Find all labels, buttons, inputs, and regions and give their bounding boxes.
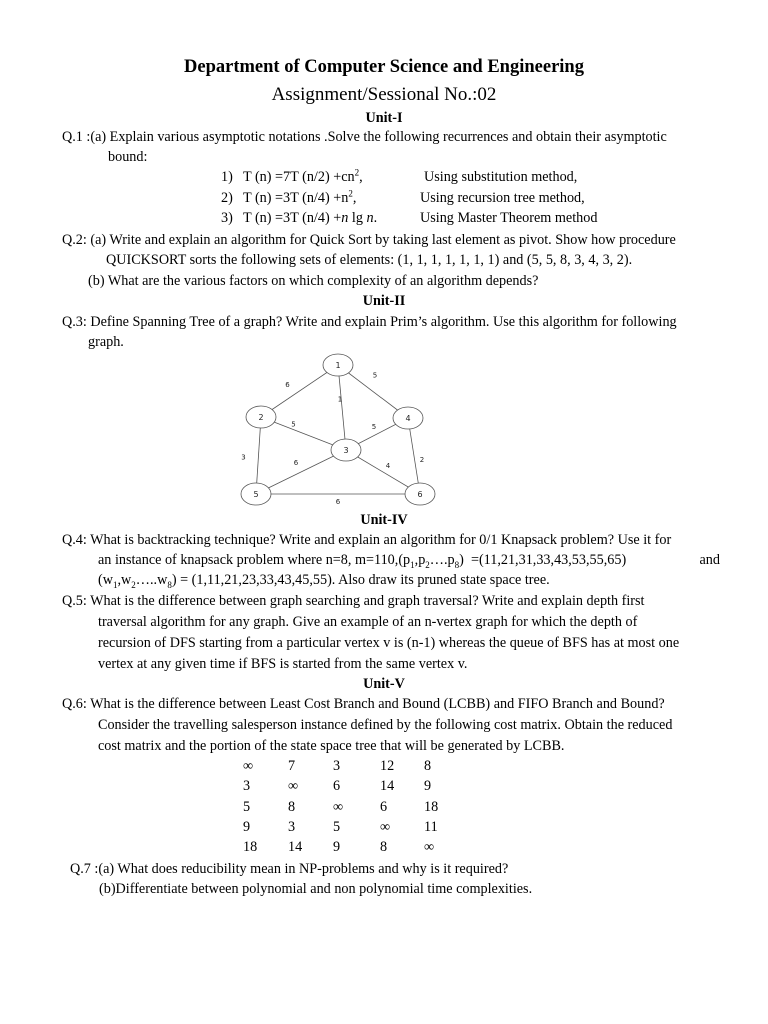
- graph-edge-weight-3-5: 6: [293, 459, 299, 467]
- assignment-title: Assignment/Sessional No.:02: [271, 84, 497, 105]
- matrix-cell-1-5: 8: [424, 758, 432, 774]
- matrix-cell-4-1: 9: [243, 818, 251, 835]
- graph-edge-weight-5-6: 6: [335, 498, 341, 506]
- matrix-cell-4-4: ∞: [380, 818, 391, 835]
- matrix-cell-2-3: 6: [333, 778, 341, 795]
- q4-line1: Q.4: What is backtracking technique? Write and explain an algorithm for 0/1 Knapsack problem? Use it for: [62, 532, 672, 548]
- matrix-cell-3-2: 8: [288, 798, 296, 815]
- graph-nodes: [241, 354, 435, 505]
- graph-edge-2-5: [256, 417, 261, 494]
- q1-line1: Q.1 :(a) Explain various asymptotic notations .Solve the following recurrences and obtain their asymptotic: [62, 129, 667, 145]
- q4-line2-and: and: [699, 552, 720, 568]
- q1-item-1-recurrence: T (n) =7T $(n/2) +cn^2$,: [243, 167, 363, 185]
- q4-line3-text: = (1,11,21,23,33,43,45,55). Also draw its pruned state space tree.: [180, 572, 550, 588]
- q1-item-3-num: 3): [221, 210, 233, 226]
- matrix-cell-2-5: 9: [424, 778, 432, 795]
- q4-line2-part-b: =(11,21,31,33,43,53,55,65): [470, 552, 627, 568]
- matrix-cell-5-2: 14: [288, 839, 303, 856]
- q1-item-1-method: Using substitution method,: [424, 169, 578, 185]
- matrix-cell-1-2: 7: [288, 758, 296, 774]
- graph-edge-weight-1-3: 1: [337, 395, 343, 404]
- q1-item-2-method: Using recursion tree method,: [420, 190, 585, 206]
- q5-line1: Q.5: What is the difference between graph searching and graph traversal? Write and explain depth first: [62, 593, 645, 609]
- q5-line4: vertex at any given time if BFS is started from the same vertex v.: [98, 656, 468, 672]
- q1-item-2-recurrence: T (n) =3T $(n/4) +n^2$,: [243, 188, 357, 206]
- graph-node-label-1: 1: [335, 361, 341, 370]
- q1-item-3-method: Using Master Theorem method: [420, 210, 598, 226]
- unit-heading-2: Unit-II: [362, 293, 406, 309]
- graph-edge-1-3: [338, 365, 346, 450]
- q1-line2: bound:: [108, 149, 148, 165]
- matrix-cell-3-5: 18: [424, 798, 439, 815]
- q7-line2: (b)Differentiate between polynomial and non polynomial time complexities.: [99, 881, 533, 897]
- unit-heading-1: Unit-I: [365, 110, 403, 126]
- graph-node-label-3: 3: [343, 446, 349, 455]
- matrix-cell-4-2: 3: [288, 818, 296, 835]
- graph-edge-weights: [241, 372, 424, 507]
- matrix-cell-2-2: ∞: [288, 778, 299, 795]
- matrix-cell-5-3: 9: [333, 839, 341, 856]
- department-title: Department of Computer Science and Engineering: [184, 57, 584, 77]
- graph-edge-weight-4-3: 5: [371, 423, 377, 431]
- graph-edge-4-6: [408, 418, 420, 494]
- q6-line1: Q.6: What is the difference between Least Cost Branch and Bound (LCBB) and FIFO Branch and Bound?: [62, 696, 665, 712]
- q4-line2: an instance of knapsack problem where n=8, $m=110,(p_1,p_2\dots.p_8) =(11,21,31,33,43,53,55,65)$ and: [98, 552, 720, 570]
- graph-node-label-4: 4: [405, 414, 411, 423]
- graph-node-label-5: 5: [253, 490, 259, 499]
- q1-item-3-recurrence: T (n) =3T (n/4) +n lg n.: [243, 210, 378, 226]
- graph-node-label-6: 6: [417, 490, 423, 499]
- graph-edges: [256, 365, 420, 494]
- graph-edge-3-5: [256, 450, 346, 494]
- q4-line3: $(w_1,w_2\dots..w_8) = (1,11,21,23,33,43,45,55)$. Also draw its pruned state space tree.: [98, 572, 550, 590]
- unit-heading-4: Unit-IV: [360, 512, 408, 528]
- matrix-cell-3-1: 5: [243, 798, 251, 815]
- matrix-cell-4-5: 11: [424, 818, 438, 835]
- matrix-cell-5-1: 18: [243, 839, 258, 856]
- q3-line1: Q.3: Define Spanning Tree of a graph? Write and explain Prim’s algorithm. Use this algorithm for following: [62, 314, 677, 330]
- graph-edge-weight-1-2: 6: [285, 381, 290, 389]
- matrix-cell-3-3: ∞: [333, 798, 344, 815]
- graph-figure: [238, 350, 448, 512]
- q6-line3: cost matrix and the portion of the state space tree that will be generated by LCBB.: [98, 738, 565, 754]
- q1-item-2-num: 2): [221, 190, 233, 206]
- q6-line2: Consider the travelling salesperson instance defined by the following cost matrix. Obtain the reduced: [98, 717, 673, 733]
- q1-item-1-num: 1): [221, 169, 233, 185]
- graph-edge-weight-2-5: 3: [241, 453, 246, 462]
- unit-heading-5: Unit-V: [363, 676, 405, 692]
- q2-line1: Q.2: (a) Write and explain an algorithm for Quick Sort by taking last element as pivot. Show how procedure: [62, 232, 676, 248]
- graph-edge-weight-2-3: 5: [291, 420, 296, 429]
- q5-line3: recursion of DFS starting from a particular vertex v is (n-1) whereas the queue of BFS has at most one: [98, 635, 680, 651]
- matrix-cell-2-4: 14: [380, 778, 395, 795]
- matrix-cell-2-1: 3: [243, 778, 251, 795]
- q4-line2-part-a: an instance of knapsack problem where n=8, m=110,(p: [98, 552, 411, 568]
- graph-edge-weight-1-4: 5: [372, 371, 378, 380]
- q2-line2: QUICKSORT sorts the following sets of elements: (1, 1, 1, 1, 1, 1, 1) and (5, 5, 8, 3, 4, 3, 2).: [106, 252, 633, 268]
- q5-line2: traversal algorithm for any graph. Give an example of an n-vertex graph for which the depth of: [98, 614, 638, 630]
- q7-line1: Q.7 :(a) What does reducibility mean in NP-problems and why is it required?: [70, 861, 509, 877]
- graph-node-label-2: 2: [258, 413, 264, 422]
- matrix-cell-5-5: ∞: [424, 839, 435, 856]
- q3-line2: graph.: [88, 334, 124, 350]
- q2-line3: (b) What are the various factors on which complexity of an algorithm depends?: [88, 273, 539, 289]
- graph-edge-weight-4-6: 2: [419, 456, 425, 464]
- matrix-cell-1-3: 3: [333, 758, 341, 774]
- graph-edge-1-2: [261, 365, 338, 417]
- matrix-cell-4-3: 5: [333, 818, 341, 835]
- matrix-cell-1-1: ∞: [243, 758, 254, 774]
- matrix-cell-5-4: 8: [380, 839, 388, 856]
- graph-edge-weight-3-6: 4: [385, 462, 391, 470]
- matrix-cell-1-4: 12: [380, 758, 395, 774]
- matrix-cell-3-4: 6: [380, 798, 388, 815]
